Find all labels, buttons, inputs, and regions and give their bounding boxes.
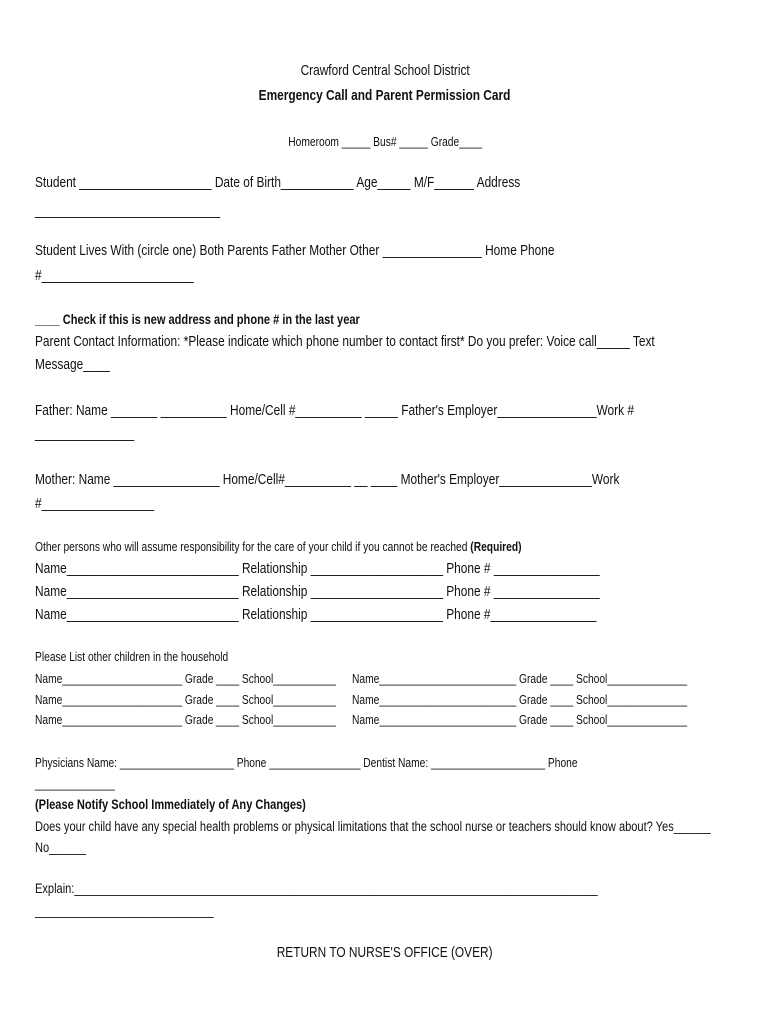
address-line: ____________________________ xyxy=(35,203,221,219)
explain-continuation-line: _____________________________ xyxy=(35,903,214,918)
return-to-nurse-footer: RETURN TO NURSE'S OFFICE (OVER) xyxy=(277,945,493,961)
child-row-left: Name_____________________ Grade ____ School___________ xyxy=(35,672,336,686)
other-person-row: Name__________________________ Relationship ____________________ Phone #________________ xyxy=(35,607,597,623)
dentist-phone-line: ______________ xyxy=(35,777,115,791)
physicians-line: Physicians Name: ____________________ Phone ________________ Dentist Name: ____________________ Phone xyxy=(35,756,578,770)
other-person-row: Name__________________________ Relationship ____________________ Phone # ________________ xyxy=(35,561,600,577)
mother-line: Mother: Name ________________ Home/Cell#__________ __ ____ Mother's Employer______________Work xyxy=(35,472,620,488)
children-intro: Please List other children in the household xyxy=(35,650,229,664)
parent-contact-info-line: Parent Contact Information: *Please indicate which phone number to contact first* Do you prefer: Voice call_____ Text xyxy=(35,334,655,350)
homeroom-bus-grade-line: Homeroom _____ Bus# _____ Grade____ xyxy=(288,135,482,149)
child-row-right: Name________________________ Grade ____ School______________ xyxy=(352,713,688,727)
student-line: Student ____________________ Date of Birth___________ Age_____ M/F______ Address xyxy=(35,175,521,191)
form-title: Emergency Call and Parent Permission Card xyxy=(259,88,511,104)
father-work-line: _______________ xyxy=(35,426,135,442)
child-row-right: Name________________________ Grade ____ School______________ xyxy=(352,672,688,686)
required-label: (Required) xyxy=(470,540,522,554)
explain-line: Explain:_____________________________________________________________________________________ xyxy=(35,881,598,896)
other-persons-intro: Other persons who will assume responsibility for the care of your child if you cannot be reached (Required) xyxy=(35,540,522,554)
father-line: Father: Name _______ __________ Home/Cell #__________ _____ Father's Employer_______________Work # xyxy=(35,403,634,419)
health-question-line: Does your child have any special health problems or physical limitations that the school nurse or teachers should know about? Yes______ xyxy=(35,819,711,834)
home-phone-line: #_______________________ xyxy=(35,268,194,284)
notify-changes-notice: (Please Notify School Immediately of Any Changes) xyxy=(35,797,306,812)
child-row-right: Name________________________ Grade ____ School______________ xyxy=(352,693,688,707)
district-name: Crawford Central School District xyxy=(300,63,470,79)
child-row-left: Name_____________________ Grade ____ School___________ xyxy=(35,713,336,727)
mother-work-line: #_________________ xyxy=(35,496,155,512)
health-no-line: No______ xyxy=(35,840,87,855)
child-row-left: Name_____________________ Grade ____ School___________ xyxy=(35,693,336,707)
new-address-check-line: ____ Check if this is new address and phone # in the last year xyxy=(35,312,360,327)
other-person-row: Name__________________________ Relationship ____________________ Phone # ________________ xyxy=(35,584,600,600)
text-message-line: Message____ xyxy=(35,357,110,373)
lives-with-line: Student Lives With (circle one) Both Parents Father Mother Other _______________ Home Phone xyxy=(35,243,555,259)
